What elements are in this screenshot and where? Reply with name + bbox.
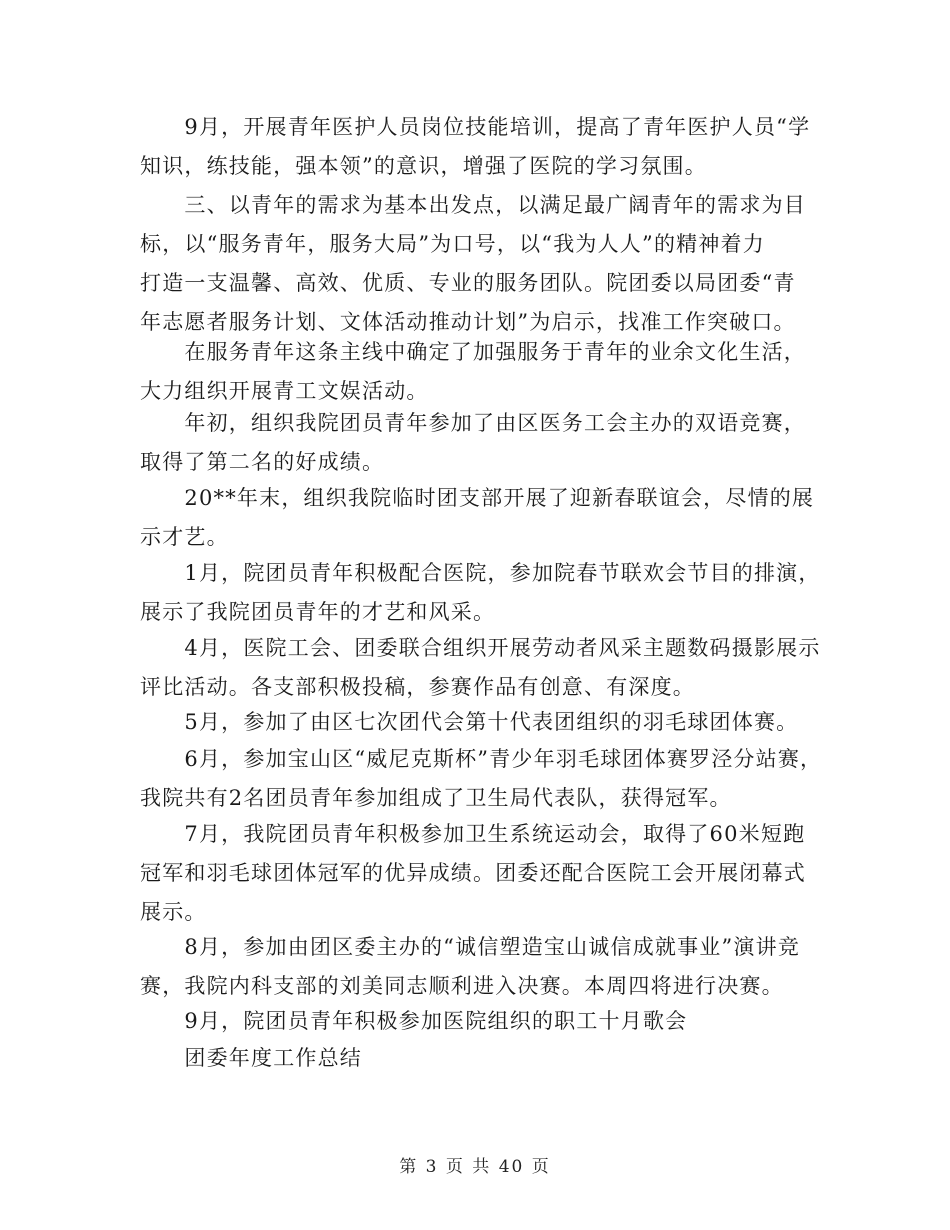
paragraph <box>140 740 830 818</box>
paragraph <box>140 1002 830 1041</box>
text-line: 7月，我院团员青年积极参加卫生系统运动会，取得了60米短跑 <box>140 822 806 846</box>
text-line: 我院共有2名团员青年参加组成了卫生局代表队，获得冠军。 <box>140 786 732 810</box>
paragraph <box>140 1039 830 1078</box>
text-line: 三、以青年的需求为基本出发点，以满足最广阔青年的需求为目 <box>140 193 806 217</box>
text-line: 赛，我院内科支部的刘美同志顺利进入决赛。本周四将进行决赛。 <box>140 974 784 998</box>
text-line: 9月，开展青年医护人员岗位技能培训，提高了青年医护人员“学 <box>140 115 811 139</box>
text-line: 8月，参加由团区委主办的“诚信塑造宝山诚信成就事业”演讲竞 <box>140 935 801 959</box>
text-line: 展示了我院团员青年的才艺和风采。 <box>140 600 496 624</box>
paragraph <box>140 928 830 1006</box>
text-line: 冠军和羽毛球团体冠军的优异成绩。团委还配合医院工会开展闭幕式 <box>140 861 806 885</box>
paragraph <box>140 186 830 342</box>
text-line: 年初，组织我院团员青年参加了由区医务工会主办的双语竞赛， <box>140 411 806 435</box>
paragraph <box>140 108 830 186</box>
page-number-footer: 第 3 页 共 40 页 <box>399 1157 551 1177</box>
paragraph <box>140 815 830 932</box>
text-line: 1月，院团员青年积极配合医院，参加院春节联欢会节目的排演， <box>140 561 821 585</box>
text-line: 5月，参加了由区七次团代会第十代表团组织的羽毛球团体赛。 <box>140 710 799 734</box>
text-line: 在服务青年这条主线中确定了加强服务于青年的业余文化生活， <box>140 340 806 364</box>
text-line: 团委年度工作总结 <box>140 1046 362 1070</box>
text-line: 4月，医院工会、团委联合组织开展劳动者风采主题数码摄影展示 <box>140 636 821 660</box>
text-line: 年志愿者服务计划、文体活动推动计划”为启示，找准工作突破口。 <box>140 310 796 334</box>
text-line: 评比活动。各支部积极投稿，参赛作品有创意、有深度。 <box>140 675 695 699</box>
text-line: 20**年末，组织我院临时团支部开展了迎新春联谊会，尽情的展 <box>140 486 815 510</box>
text-line: 知识，练技能，强本领”的意识，增强了医院的学习氛围。 <box>140 154 707 178</box>
paragraph <box>140 554 830 632</box>
text-line: 展示。 <box>140 900 207 924</box>
text-line: 9月，院团员青年积极参加医院组织的职工十月歌会 <box>140 1009 688 1033</box>
text-line: 示才艺。 <box>140 525 229 549</box>
paragraph <box>140 629 830 707</box>
paragraph <box>140 479 830 557</box>
text-line: 打造一支温馨、高效、优质、专业的服务团队。院团委以局团委“青 <box>140 271 796 295</box>
paragraph <box>140 404 830 482</box>
text-line: 大力组织开展青工文娱活动。 <box>140 379 429 403</box>
text-line: 取得了第二名的好成绩。 <box>140 450 385 474</box>
paragraph <box>140 333 830 411</box>
text-line: 标，以“服务青年，服务大局”为口号，以“我为人人”的精神着力 <box>140 232 765 256</box>
text-line: 6月，参加宝山区“威尼克斯杯”青少年羽毛球团体赛罗泾分站赛， <box>140 747 823 771</box>
paragraph <box>140 703 830 742</box>
